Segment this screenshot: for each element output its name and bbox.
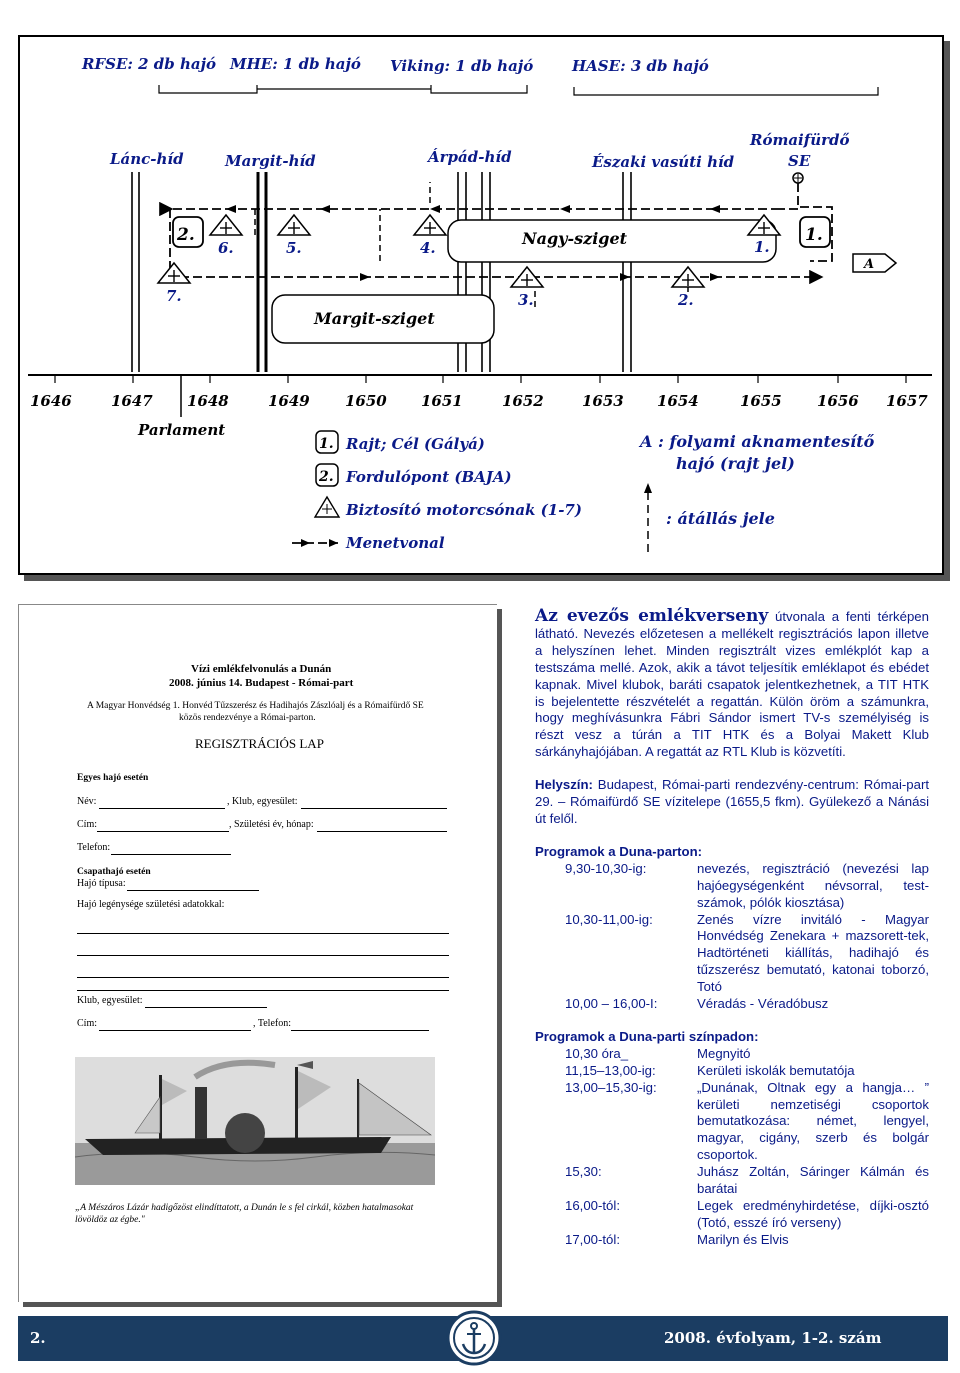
location-text: Budapest, Római-parti rendezvény-centrum: Római-part 29. – Rómaifürdő SE vízitelepe (1655,5 fkm). Gyülekező a Nánási út felől. [535,777,929,826]
program-time: 17,00-tól: [565,1231,620,1247]
program-desc: „Dunának, Oltnak egy a hangja… ” kerületi nemzetiségi csoportok bemutatkozása: német, lengyel, magyar, cigány, szerb és bolgár csoportok. [697,1079,929,1163]
km-1647: 1647 [111,392,153,410]
form-subtitle-2: közös rendezvénye a Római-parton. [179,713,316,723]
club-romai-se-label: SE [788,152,811,170]
form-subtitle-1: A Magyar Honvédség 1. Honvéd Tűzszerész és Hadihajós Zászlóalj és a Rómaifürdő SE [87,701,424,711]
club-mhe: MHE: 1 db hajó [230,55,361,73]
club-romai-label: Rómaifürdő [750,131,850,149]
boat-1-label: 1. [754,238,770,256]
address2-label: Cím: [77,1018,98,1029]
bridge-arpad-label: Árpád-híd [428,148,512,166]
program-time: 13,00–15,30-ig: [565,1079,657,1095]
intro-text: útvonala a fenti térképen látható. Nevezés előzetesen a mellékelt regisztrációs lapon illetve a helyszínen lehet. Minden regisztrált vizes emlékplót kap a testszáma mellé. Azok, akik a távot teljesítik emléklapot és ebédet kapnak. Mivel klubok, baráti csapatok jelentkezhetnek, a TIT HTK is bejelentette részvételét a regattán. Külön öröm a számunkra, hogy meghívásunkra Fábri Sándor ismert TV-s személyiség is részt vesz a túrán a TIT HTK és a Bolyai Makett Klub sárkányhajójában. A regattát az RTL Klub is közvetíti. [535,609,929,760]
program-desc: Juhász Zoltán, Sáringer Kálmán és barátai [697,1164,929,1197]
form-title: Vízi emlékfelvonulás a Dunán [191,663,332,675]
legend-transition: : átállás jele [666,509,775,528]
boat-4-label: 4. [420,239,436,257]
program-time: 15,30: [565,1164,602,1180]
bridge-lanc-label: Lánc-híd [110,150,184,168]
km-1649: 1649 [268,392,310,410]
single-boat-heading: Egyes hajó esetén [77,773,149,783]
crew-line-4[interactable] [77,990,449,991]
boat-2-label: 2. [678,291,694,309]
bridge-margit-label: Margit-híd [225,152,316,170]
start-marker-label: 1. [805,225,823,245]
boat-6-label: 6. [218,239,234,257]
legend-turn: Fordulópont (BAJA) [346,468,512,486]
km-1648: 1648 [187,392,229,410]
crew-boat-heading: Csapathajó esetén [77,867,151,877]
ship-caption-1: „A Mészáros Lázár hadigőzöst elindíttatott, a Dunán le s fel cirkál, közben hatalmasokat [75,1203,414,1213]
legend-a-line2: hajó (rajt jel) [676,454,795,473]
km-1657: 1657 [886,392,928,410]
club2-field[interactable] [145,1007,267,1008]
club-viking: Viking: 1 db hajó [390,57,534,75]
boat-type-field[interactable] [127,890,259,891]
program-time: 10,30 óra_ [565,1045,629,1061]
birth-label: , Születési év, hónap: [229,819,314,830]
program2-item [535,1232,929,1249]
club-field[interactable] [301,808,447,809]
phone2-field[interactable] [291,1030,429,1031]
program1-title: Programok a Duna-parton: [535,843,703,859]
boat-7-label: 7. [166,287,182,305]
svg-text:1.: 1. [319,436,334,452]
page-footer [18,1316,948,1361]
km-1650: 1650 [345,392,387,410]
svg-text:2.: 2. [319,469,334,485]
club-hase: HASE: 3 db hajó [572,57,709,75]
program2-item [535,1164,929,1198]
program-time: 9,30-10,30-ig: [565,860,647,876]
club-rfse: RFSE: 2 db hajó [82,55,217,73]
program-desc: Legek eredményhirdetése, díjki-osztó (Totó, esszé író verseny) [697,1198,929,1230]
name-label: Név: [77,796,97,807]
program2-title: Programok a Duna-parti színpadon: [535,1028,759,1044]
program2-item [535,1046,929,1063]
km-1656: 1656 [817,392,859,410]
legend-a-line1: A : folyami aknamentesítő [640,432,875,451]
program-desc: Kerületi iskolák bemutatója [697,1062,855,1078]
intro-paragraph [535,608,929,761]
turn-marker-label: 2. [177,225,195,245]
program-desc: Véradás - Véradóbusz [697,996,829,1012]
program-desc: Zenés vízre invitáló - Magyar Honvédség Zenekara + mazsorett-tek, Hadtörténeti kiállítás, hadihajó és tűzszerész bemutató, katonai toborzó, Totó [697,911,929,995]
crew-data-label: Hajó legénysége születési adatokkal: [77,899,225,910]
form-registration-heading: REGISZTRÁCIÓS LAP [195,736,324,751]
route-map [18,35,944,575]
program1-item [535,912,929,997]
crew-line-1[interactable] [77,933,449,934]
km-1651: 1651 [421,392,463,410]
phone2-label: , Telefon: [253,1018,291,1029]
route-map-drawing [20,37,942,573]
address2-field[interactable] [99,1030,251,1031]
legend-route: Menetvonal [346,534,445,552]
mine-sweeper-flag-label: A [864,257,875,272]
program-time: 16,00-tól: [565,1198,620,1213]
boat-3-label: 3. [518,291,534,309]
steamship-illustration [75,1057,435,1185]
program-time: 11,15–13,00-ig: [565,1062,656,1078]
km-1652: 1652 [502,392,544,410]
nagy-sziget-label: Nagy-sziget [522,229,628,248]
article-text [535,608,929,1249]
name-field[interactable] [99,808,225,809]
issue-label: 2008. évfolyam, 1-2. szám [664,1329,882,1347]
map-legend [292,431,875,552]
boat-type-label: Hajó típusa: [77,878,126,889]
birth-field[interactable] [317,831,447,832]
registration-form [18,604,497,1302]
program2-item [535,1080,929,1165]
club-label: , Klub, egyesület: [227,796,298,807]
location-paragraph [535,777,929,828]
article-title: Az evezős emlékverseny [535,606,769,626]
km-1655: 1655 [740,392,782,410]
phone-label: Telefon: [77,842,111,853]
km-1646: 1646 [30,392,72,410]
program-desc: Megnyitó [697,1045,751,1061]
phone-field[interactable] [111,854,231,855]
boat-5-label: 5. [286,239,302,257]
parlament-label: Parlament [138,421,226,439]
program2-item [535,1063,929,1080]
bridge-eszaki-label: Északi vasúti híd [592,153,735,171]
program1-item [535,861,929,912]
program-desc: Marilyn és Elvis [697,1231,789,1247]
program2-item [535,1198,929,1232]
page-number: 2. [30,1329,46,1347]
anchor-icon [446,1310,502,1366]
legend-safety: Biztosító motorcsónak (1-7) [346,501,582,519]
crew-line-2[interactable] [77,955,449,956]
location-label: Helyszín: [535,777,593,793]
form-date: 2008. június 14. Budapest - Római-part [169,677,354,689]
km-1654: 1654 [657,392,699,410]
address-label: Cím: [77,819,98,830]
margit-sziget-label: Margit-sziget [314,309,435,328]
program1-item [535,996,929,1013]
address-field[interactable] [97,831,229,832]
program-desc: nevezés, regisztráció (nevezési lap hajóegységenként névsorral, test-számok, pólók kiosztása) [697,860,929,910]
program-time: 10,30-11,00-ig: [565,911,653,927]
crew-line-3[interactable] [77,977,449,978]
mine-sweeper-flag [853,254,896,272]
km-1653: 1653 [582,392,624,410]
program-time: 10,00 – 16,00-I: [565,996,658,1012]
legend-start: Rajt; Cél (Gályá) [346,435,485,453]
ship-caption-2: lövöldöz az égbe." [75,1215,145,1225]
club2-label: Klub, egyesület: [77,995,143,1006]
